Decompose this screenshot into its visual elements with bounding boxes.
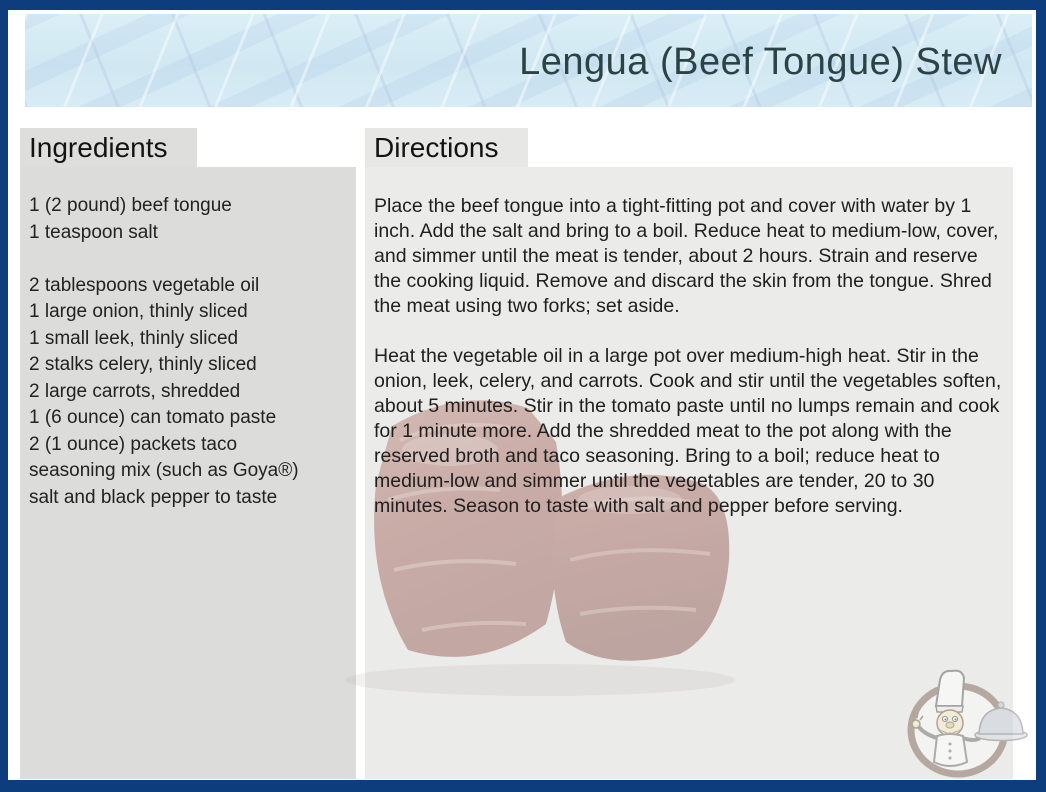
directions-text (365, 167, 1013, 519)
directions-heading-box (365, 128, 528, 167)
ingredient-item: salt and black pepper to taste (29, 486, 278, 508)
ingredient-item: 1 large onion, thinly sliced (29, 301, 248, 322)
ingredient-item: 2 tablespoons vegetable oil (29, 274, 260, 296)
ingredient-item: 2 (1 ounce) packets taco seasoning mix (such as Goya®) (29, 433, 299, 481)
ingredients-list (20, 167, 310, 511)
directions-paragraph: Heat the vegetable oil in a large pot over medium-high heat. Stir in the onion, leek, celery, and carrots. Cook and stir until the vegetables soften, about 5 minutes. Stir in the tomato paste until no lumps remain and cook for 1 minute more. Add the shredded meat to the pot along with the reserved broth and taco seasoning. Bring to a boil; reduce heat to medium-low and simmer until the vegetables are tender, 20 to 30 minutes. Season to taste with salt and pepper before serving. (374, 345, 1002, 517)
directions-paragraph: Place the beef tongue into a tight-fitting pot and cover with water by 1 inch. Add the salt and bring to a boil. Reduce heat to medium-low, cover, and simmer until the meat is tender, about 2 hours. Strain and reserve the cooking liquid. Remove and discard the skin from the tongue. Shred the meat using two forks; set aside. (374, 195, 999, 317)
title-banner (25, 14, 1032, 107)
page-title: Lengua (Beef Tongue) Stew (519, 41, 1002, 83)
ingredient-item: 1 (6 ounce) can tomato paste (29, 407, 277, 428)
directions-panel (365, 167, 1013, 779)
ingredient-item: 2 stalks celery, thinly sliced (29, 354, 257, 375)
ingredients-group-1 (29, 193, 310, 246)
ingredient-item: 1 small leek, thinly sliced (29, 327, 239, 349)
ingredients-heading-box (20, 128, 197, 167)
ingredient-item: 2 large carrots, shredded (29, 380, 241, 402)
ingredients-group-2 (29, 273, 310, 512)
ingredient-item: 1 (2 pound) beef tongue (29, 195, 232, 216)
page-inner (8, 10, 1036, 780)
directions-heading: Directions (374, 131, 499, 163)
ingredients-panel (20, 167, 356, 779)
ingredient-item: 1 teaspoon salt (29, 221, 158, 243)
ingredients-heading: Ingredients (29, 131, 168, 163)
